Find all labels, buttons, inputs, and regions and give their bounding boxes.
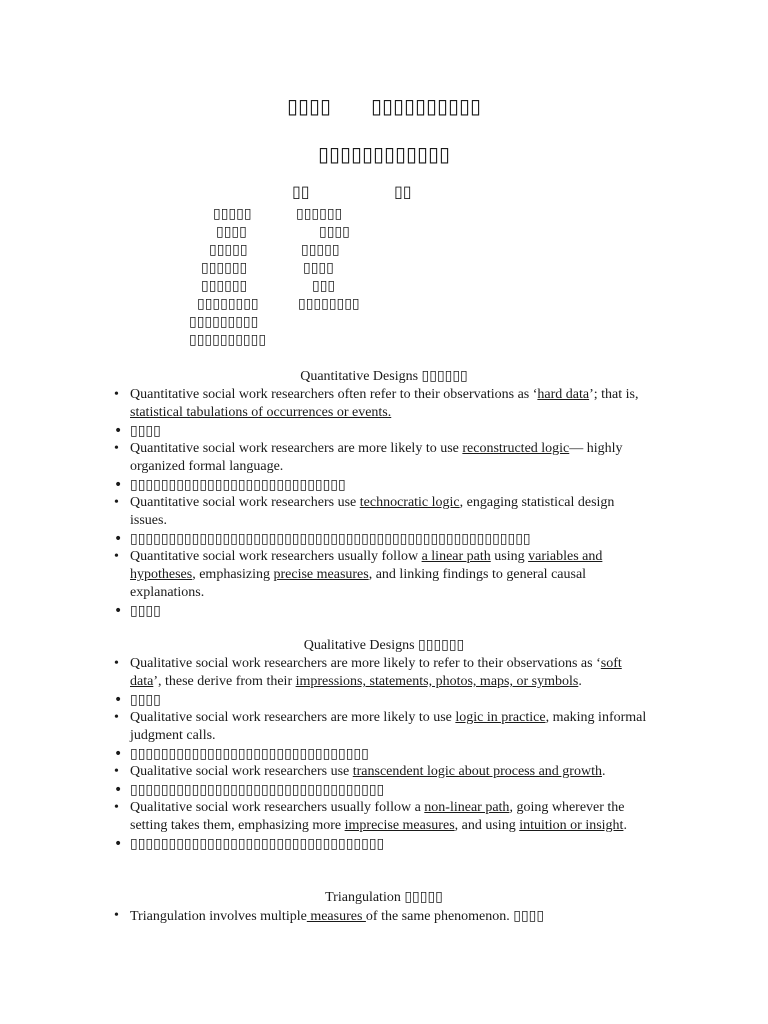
quantitative-section-title: Quantitative Designs ▯▯▯▯▯▯	[300, 369, 468, 384]
list-item: • Qualitative social work researchers use transcendent logic about process and growth.	[112, 763, 652, 781]
title-right: ▯▯▯▯▯▯▯▯▯▯	[370, 94, 482, 118]
left-column-item: ▯▯▯▯▯▯▯▯▯	[189, 314, 259, 330]
list-item: • ▯▯▯▯▯▯▯▯▯▯▯▯▯▯▯▯▯▯▯▯▯▯▯▯▯▯▯▯▯▯▯▯▯	[112, 781, 652, 799]
right-column-heading: ▯▯	[394, 182, 412, 201]
left-column-item: ▯▯▯▯▯▯▯▯▯▯	[189, 332, 267, 348]
left-column-item: ▯▯▯▯▯▯	[201, 260, 248, 276]
document-title	[0, 93, 768, 119]
list-item: • ▯▯▯▯▯▯▯▯▯▯▯▯▯▯▯▯▯▯▯▯▯▯▯▯▯▯▯▯▯▯▯▯▯▯▯▯▯▯▯▯▯▯▯▯▯▯▯▯▯▯▯▯	[112, 530, 652, 548]
left-column-item: ▯▯▯▯▯▯	[201, 278, 248, 294]
list-item: • ▯▯▯▯	[112, 691, 652, 709]
list-item: • Qualitative social work researchers are more likely to use logic in practice, making informal judgment calls.	[112, 709, 652, 745]
triangulation-list	[112, 907, 652, 926]
list-item: • Quantitative social work researchers use technocratic logic, engaging statistical design issues.	[112, 494, 652, 530]
list-item: • Quantitative social work researchers often refer to their observations as ‘hard data’; that is, statistical tabulations of occurrences or events.	[112, 386, 652, 422]
list-item: • Qualitative social work researchers usually follow a non-linear path, going wherever the setting takes them, emphasizing more imprecise measures, and using intuition or insight.	[112, 799, 652, 835]
qualitative-list	[112, 655, 652, 853]
quantitative-list	[112, 386, 652, 620]
right-column-item: ▯▯▯▯▯▯▯▯	[298, 296, 360, 312]
qualitative-section-title: Qualitative Designs ▯▯▯▯▯▯	[303, 638, 465, 653]
list-item: • ▯▯▯▯▯▯▯▯▯▯▯▯▯▯▯▯▯▯▯▯▯▯▯▯▯▯▯▯▯▯▯	[112, 745, 652, 763]
list-item: • ▯▯▯▯	[112, 422, 652, 440]
list-item: • ▯▯▯▯	[112, 602, 652, 620]
left-column-item: ▯▯▯▯	[216, 224, 247, 240]
right-column-item: ▯▯▯	[312, 278, 336, 294]
right-column-item: ▯▯▯▯	[303, 260, 334, 276]
triangulation-section-title: Triangulation ▯▯▯▯▯	[325, 890, 443, 905]
left-column-item: ▯▯▯▯▯▯▯▯	[197, 296, 259, 312]
list-item: • ▯▯▯▯▯▯▯▯▯▯▯▯▯▯▯▯▯▯▯▯▯▯▯▯▯▯▯▯▯▯▯▯▯	[112, 835, 652, 853]
list-item: • Triangulation involves multiple measures of the same phenomenon. ▯▯▯▯	[112, 907, 652, 926]
left-column-heading: ▯▯	[292, 182, 310, 201]
left-column-item: ▯▯▯▯▯	[213, 206, 252, 222]
right-column-item: ▯▯▯▯	[319, 224, 350, 240]
right-column-item: ▯▯▯▯▯	[301, 242, 340, 258]
title-left: ▯▯▯▯	[286, 94, 331, 118]
right-column-item: ▯▯▯▯▯▯	[296, 206, 343, 222]
document-subtitle: ▯▯▯▯▯▯▯▯▯▯▯▯	[317, 142, 451, 166]
left-column-item: ▯▯▯▯▯	[209, 242, 248, 258]
list-item: • Qualitative social work researchers are more likely to refer to their observations as ‘soft data’, these derive from their impressions, statements, photos, maps, or symbols.	[112, 655, 652, 691]
list-item: • Quantitative social work researchers are more likely to use reconstructed logic— highly organized formal language.	[112, 440, 652, 476]
list-item: • Quantitative social work researchers usually follow a linear path using variables and hypotheses, emphasizing precise measures, and linking findings to general causal explanations.	[112, 548, 652, 602]
list-item: • ▯▯▯▯▯▯▯▯▯▯▯▯▯▯▯▯▯▯▯▯▯▯▯▯▯▯▯▯	[112, 476, 652, 494]
